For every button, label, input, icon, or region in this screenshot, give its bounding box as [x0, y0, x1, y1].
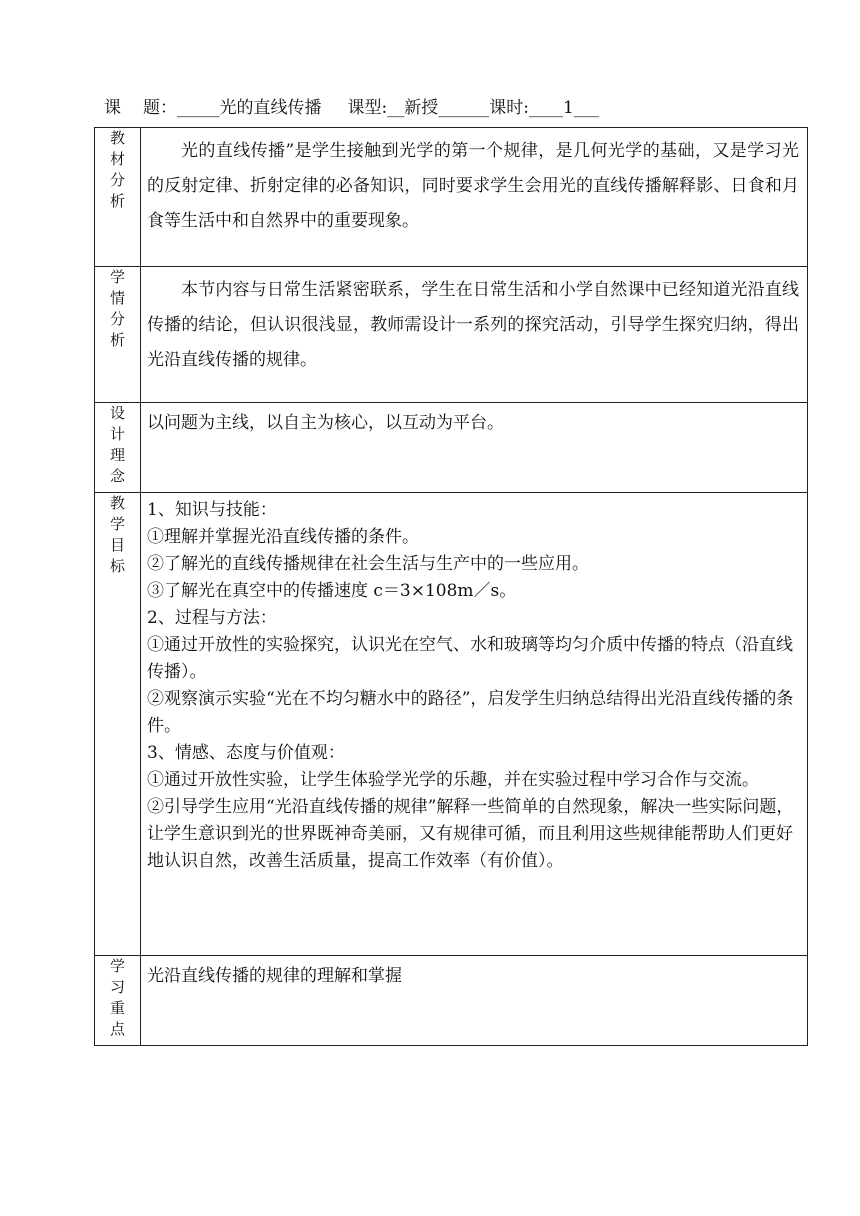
objective-line: 1、知识与技能： — [147, 500, 277, 520]
type-blank-suffix: ______ — [438, 98, 490, 118]
period-label: 课时: — [489, 98, 529, 118]
objective-line: ①通过开放性的实验探究，认识光在空气、水和玻璃等均匀介质中传播的特点（沿直线传播）。 — [147, 635, 793, 682]
design-concept-text: 以问题为主线，以自主为核心，以互动为平台。 — [141, 403, 808, 493]
period-value: 1 — [562, 98, 574, 118]
table-row — [95, 128, 808, 267]
topic-label-2: 题： — [143, 98, 177, 118]
objective-line: 3、情感、态度与价值观： — [147, 743, 345, 763]
student-analysis-text: 本节内容与日常生活紧密联系，学生在日常生活和小学自然课中已经知道光沿直线传播的结论，但认识很浅显，教师需设计一系列的探究活动，引导学生探究归纳，得出光沿直线传播的规律。 — [141, 267, 808, 403]
topic-blank-prefix: _____ — [177, 98, 220, 118]
objective-line: ③了解光在真空中的传播速度 c＝3×108m／s。 — [147, 581, 517, 601]
objective-line: ②引导学生应用“光沿直线传播的规律”解释一些简单的自然现象，解决一些实际问题，让学生意识到光的世界既神奇美丽，又有规律可循，而且利用这些规律能帮助人们更好地认识自然，改善生活质量，提高工作效率（有价值）。 — [147, 797, 794, 871]
period-blank-suffix: ___ — [573, 98, 600, 118]
key-points-text: 光沿直线传播的规律的理解和掌握 — [141, 956, 808, 1046]
objective-line: ①理解并掌握光沿直线传播的条件。 — [147, 527, 419, 547]
textbook-analysis-text: 光的直线传播”是学生接触到光学的第一个规律，是几何光学的基础，又是学习光的反射定律、折射定律的必备知识，同时要求学生会用光的直线传播解释影、日食和月食等生活中和自然界中的重要现象。 — [141, 128, 808, 267]
row-label-teaching-objectives: 教 学 目 标 — [95, 493, 141, 956]
row-label-textbook-analysis: 教 材 分 析 — [95, 128, 141, 267]
type-value: 新授 — [404, 98, 439, 118]
table-row — [95, 267, 808, 403]
period-blank-prefix: ____ — [528, 98, 563, 118]
objective-line: ①通过开放性实验，让学生体验学光学的乐趣，并在实验过程中学习合作与交流。 — [147, 770, 759, 790]
table-row — [95, 956, 808, 1046]
objective-line: ②观察演示实验“光在不均匀糖水中的路径”，启发学生归纳总结得出光沿直线传播的条件。 — [147, 689, 794, 736]
lesson-header — [104, 94, 804, 122]
row-label-design-concept: 设 计 理 念 — [95, 403, 141, 493]
teaching-objectives-list — [141, 493, 808, 956]
row-label-key-points: 学 习 重 点 — [95, 956, 141, 1046]
objective-line: ②了解光的直线传播规律在社会生活与生产中的一些应用。 — [147, 554, 589, 574]
lesson-plan-table — [94, 127, 808, 1046]
objective-line: 2、过程与方法： — [147, 608, 277, 628]
topic-label: 课 — [104, 98, 121, 118]
type-blank-prefix: __ — [387, 98, 405, 118]
topic-value: 光的直线传播 — [219, 98, 322, 118]
table-row — [95, 493, 808, 956]
type-label: 课型: — [347, 98, 388, 118]
row-label-student-analysis: 学 情 分 析 — [95, 267, 141, 403]
table-row — [95, 403, 808, 493]
